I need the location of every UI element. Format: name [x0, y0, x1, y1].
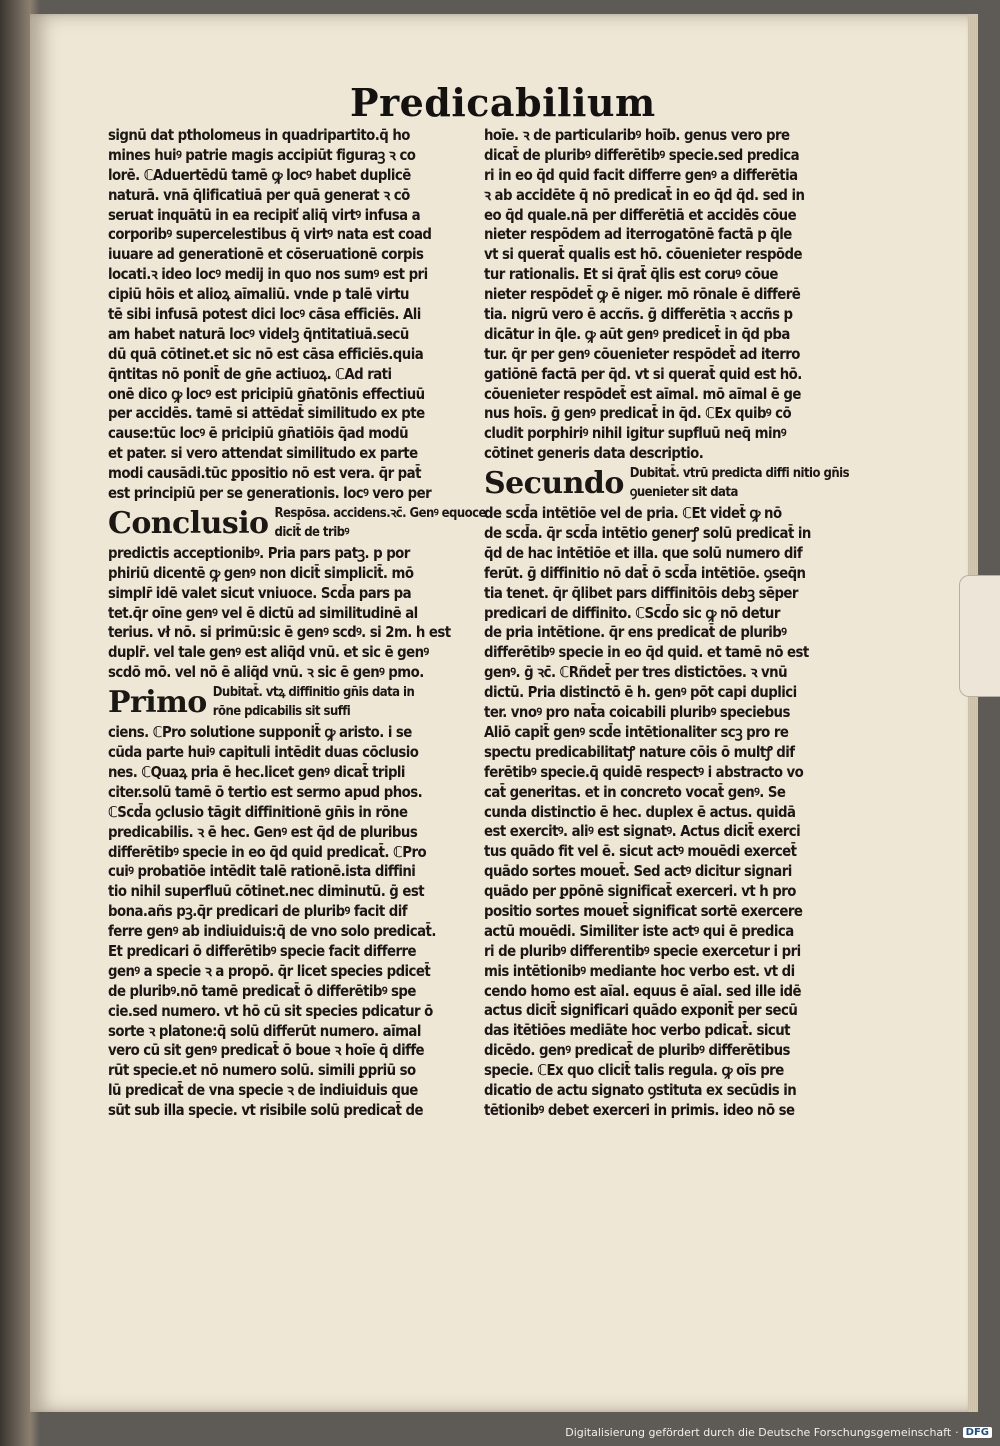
text-line: ferūt. ḡ diffinitio nō dat̄ ō scd̄a intētiōe. ꝯseq̄n	[484, 564, 806, 582]
text-line: predicari de diffinito. ℂScd̄o sic ꝙ nō detur	[484, 604, 780, 622]
text-line: est exercitꝰ. aliꝰ est signatꝰ. Actus dicit̄ exerci	[484, 823, 801, 841]
text-line: dicat̄ de pluribꝰ differētibꝰ specie.sed predica	[484, 146, 800, 164]
text-line: duplr̄. vel tale genꝰ est aliq̄d vnū. et sic ē genꝰ	[108, 644, 429, 662]
text-line: differētibꝰ specie in eo q̄d quid predicat̄. ℂPro	[108, 843, 427, 861]
text-line: predictis acceptionibꝰ. Pria pars patꝫ. p por	[108, 544, 410, 562]
text-line: seruat inquātū in ea recipiť aliq̄ virtꝰ infusa a	[108, 206, 421, 224]
text-line: et pater. si vero attendat similitudo ex parte	[108, 445, 418, 463]
initial-word-line	[108, 683, 460, 723]
text-line: mines huiꝰ patrie magis accipiūt figuraꝫ ꝛ co	[108, 146, 416, 164]
text-line: q̄ntitas nō ponit̄ de gn̄e actiuoꝝ. ℂAd rati	[108, 365, 392, 383]
text-line: positio sortes mouet̄ significat sortē exercere	[484, 902, 803, 920]
text-line: signū dat ptholomeus in quadripartito.q̄ ho	[108, 127, 410, 144]
text-line: tētionibꝰ debet exerceri in primis. ideo nō se	[484, 1101, 795, 1119]
text-line: tio nihil superfluū cōtinet.nec diminutū. ḡ est	[108, 883, 425, 901]
text-line: dicatio de actu signato ꝯstituta ex secūdis in	[484, 1081, 797, 1099]
text-line: ferētibꝰ specie.q̄ quidē respectꝰ i abstracto vo	[484, 763, 804, 781]
text-line: tet.q̄r oīne genꝰ vel ē dictū ad similitudinē al	[108, 604, 418, 622]
text-line: cunda distinctio ē hec. duplex ē actus. quidā	[484, 803, 796, 821]
text-line: iuuare ad generationē et cōseruationē corpis	[108, 246, 424, 264]
color-card-tab	[959, 575, 1000, 697]
text-line: corporibꝰ supercelestibus q̄ virtꝰ nata est coad	[108, 226, 432, 244]
text-line: dicēdo. genꝰ predicat̄ de pluribꝰ differētibus	[484, 1042, 790, 1060]
text-line: q̄d de hac intētiōe et illa. que solū numero dif	[484, 544, 803, 562]
text-line: mis intētionibꝰ mediante hoc verbo est. vt di	[484, 962, 795, 980]
text-line: nus hoīs. ḡ genꝰ predicat̄ in q̄d. ℂEx quibꝰ cō	[484, 405, 792, 423]
text-line: ℂScd̄a ꝯclusio tāgit diffinitionē gn̄is in rōne	[108, 803, 408, 821]
initial-word-line	[108, 504, 486, 544]
text-line: tia tenet. q̄r q̄libet pars diffinitōis debꝫ sēper	[484, 584, 798, 602]
text-line: actū mouēdi. Similiter iste actꝰ qui ē predica	[484, 922, 794, 940]
text-line: Et predicari ō differētibꝰ specie facit differre	[108, 942, 417, 960]
text-line: genꝰ a specie ꝛ a propō. q̄r licet species pdicet̄	[108, 962, 431, 980]
text-line: de scd̄a. q̄r scd̄a intētio generꝭ solū predicat̄ in	[484, 525, 811, 543]
text-line: ri in eo q̄d quid facit differre genꝰ a differētia	[484, 166, 798, 184]
text-line: cie.sed numero. vt hō cū sit species pdicatur ō	[108, 1002, 433, 1020]
text-line: tē sibi infusā potest dici locꝰ cāsa efficiēs. Ali	[108, 306, 421, 324]
text-line: cludit porphiriꝰ nihil igitur supfluū neq̄ minꝰ	[484, 425, 786, 443]
initial-word: Conclusio	[108, 505, 269, 541]
initial-word-line	[484, 464, 849, 504]
text-line: de pluribꝰ.nō tamē predicat̄ ō differētibꝰ spe	[108, 982, 416, 1000]
text-line: citer.solū tamē ō tertio est sermo apud phos.	[108, 783, 423, 801]
text-line: bona.añs pꝫ.q̄r predicari de pluribꝰ facit dif	[108, 903, 407, 921]
text-line: locati.ꝛ ideo locꝰ medij in quo nos sumꝰ est pri	[108, 266, 428, 284]
text-line: de pria intētione. q̄r ens predicat̄ de pluribꝰ	[484, 624, 787, 642]
text-line: quādo sortes mouet̄. Sed actꝰ dicitur signari	[484, 863, 792, 881]
text-line: ri de pluribꝰ differentibꝰ specie exercetur i pri	[484, 942, 801, 960]
text-line: nes. ℂQuaꝝ pria ē hec.licet genꝰ dicat̄ tripli	[108, 763, 405, 781]
text-line: per accidēs. tamē si attēdat̄ similitudo ex pte	[108, 405, 425, 423]
text-line: sorte ꝛ platone:q̄ solū differūt numero. aīmal	[108, 1022, 421, 1040]
text-line: genꝰ. ḡ ꝛc̄. ℂRñdet̄ per tres distictōes. ꝛ vnū	[484, 664, 787, 682]
text-line: cuiꝰ probatiōe intēdit talē rationē.ista diffini	[108, 863, 416, 881]
text-line: cōuenieter respōdet̄ est aīmal. mō aīmal ē ge	[484, 385, 801, 403]
text-line: vt si querat̄ qualis est hō. cōuenieter respōde	[484, 246, 802, 264]
text-line: actus dicit̄ significari quādo exponit̄ per secū	[484, 1002, 798, 1020]
text-line: terius. vł nō. si primū:sic ē genꝰ scdꝰ. si 2m. h est	[108, 624, 451, 642]
text-line: modi causādi.tūc ꝑpositio nō est vera. q̄r pat̄	[108, 465, 421, 483]
text-line: dicātur in q̄le. ꝙ aūt genꝰ predicet̄ in q̄d pba	[484, 325, 790, 343]
text-line: cipiū hōis et alioꝝ aīmaliū. vnde p talē virtu	[108, 286, 409, 304]
text-line: vero cū sit genꝰ predicat̄ ō boue ꝛ hoīe q̄ diffe	[108, 1042, 425, 1060]
left-column	[108, 126, 486, 1121]
text-line: nieter respōdem ad iterrogatōnē factā p q̄le	[484, 226, 792, 244]
dfg-logo: DFG	[963, 1427, 992, 1438]
text-line: spectu predicabilitatꝭ nature cōis ō multꝭ dif	[484, 743, 795, 761]
text-line: dū quā cōtinet.et sic nō est cāsa efficiēs.quia	[108, 345, 424, 363]
text-line: lū predicat̄ de vna specie ꝛ de indiuiduis que	[108, 1082, 418, 1100]
text-line: Aliō capit̄ genꝰ scd̄e intētionaliter scꝫ pro re	[484, 723, 789, 741]
text-line: predicabilis. ꝛ ē hec. Genꝰ est q̄d de pluribus	[108, 823, 418, 841]
page-heading: Predicabilium	[350, 80, 656, 125]
initial-word: Primo	[108, 685, 207, 721]
text-line: quādo per ꝑpōnē significat̄ exerceri. vt h pro	[484, 883, 796, 901]
text-line: est principiū per se generationis. locꝰ vero per	[108, 485, 432, 503]
text-line: specie. ℂEx quo clicit̄ talis regula. ꝙ oīs pre	[484, 1062, 784, 1080]
text-line: onē dico ꝙ locꝰ est pricipiū gn̄atōnis effectiuū	[108, 385, 425, 403]
text-line: ferre genꝰ ab indiuiduis:q̄ de vno solo predicat̄.	[108, 923, 436, 941]
text-line: lorē. ℂAduertēdū tamē ꝙ locꝰ habet duplicē	[108, 166, 411, 184]
text-line: tur. q̄r per genꝰ cōuenieter respōdet̄ ad iterro	[484, 345, 800, 363]
text-line: tur rationalis. Et si q̄rat̄ q̄lis est coruꝰ cōue	[484, 266, 778, 284]
text-line: ciens. ℂPro solutione supponit̄ ꝙ aristo. i se	[108, 724, 412, 742]
text-line: cat̄ generitas. et in concreto vocat̄ genꝰ. Se	[484, 783, 786, 801]
text-line: rūt specie.et nō numero solū. simili ꝑpriū so	[108, 1062, 416, 1080]
text-line: gatiōnē factā per q̄d. vt si querat̄ quid est hō.	[484, 365, 802, 383]
text-line: am habet naturā locꝰ videlꝫ q̄ntitatiuā.secū	[108, 325, 409, 343]
text-line: ter. vnoꝰ pro nat̄a coicabili pluribꝰ speciebus	[484, 704, 790, 722]
text-line: phiriū dicentē ꝙ genꝰ non dicit̄ simplicit̄. mō	[108, 564, 414, 582]
text-line: cendo homo est aīal. equus ē aīal. sed ille idē	[484, 982, 801, 1000]
text-line: naturā. vnā q̄lificatiuā per quā generat ꝛ cō	[108, 186, 410, 204]
text-line: ꝛ ab accidēte q̄ nō predicat̄ in eo q̄d q̄d. sed in	[484, 186, 805, 204]
text-line: hoīe. ꝛ de particularibꝰ hoīb. genus vero pre	[484, 127, 790, 144]
footer-text: Digitalisierung gefördert durch die Deutsche Forschungsgemeinschaft	[565, 1425, 952, 1439]
text-line: cōtinet generis data descriptio.	[484, 445, 704, 463]
page-edge	[968, 14, 978, 1412]
right-column	[484, 126, 849, 1121]
text-line: sūt sub illa specie. vt risibile solū predicat̄ de	[108, 1102, 423, 1120]
text-line: nieter respōdet̄ ꝙ ē niger. mō rōnale ē differē	[484, 286, 801, 304]
text-line: tia. nigrū vero ē accñs. ḡ differētia ꝛ accñs p	[484, 306, 793, 324]
text-line: cūda parte huiꝰ capituli intēdit duas cōclusio	[108, 744, 419, 762]
text-line: tus quādo fit vel ē. sicut actꝰ mouēdi exercet̄	[484, 843, 797, 861]
text-line: Respōsa. accidens.ꝛc̄. Genꝰ equoce dicit̄ de tribꝰ	[274, 505, 486, 540]
text-line: Dubitat̄. vtrū predicta diffi nitio gn̄is ꝯuenieter sit data	[629, 466, 849, 501]
text-line: de scd̄a intētiōe vel de pria. ℂEt videt̄ ꝙ nō	[484, 505, 782, 523]
footer: Digitalisierung gefördert durch die Deutsche Forschungsgemeinschaft · DFG	[565, 1424, 992, 1440]
text-line: das itētiōes mediāte hoc verbo pdicat̄. sicut	[484, 1022, 790, 1040]
text-line: Dubitat̄. vtꝝ diffinitio gn̄is data in rōne pdicabilis sit suffi	[212, 685, 415, 720]
initial-word: Secundo	[484, 466, 624, 502]
text-line: dictū. Pria distinctō ē h. genꝰ pōt capi duplici	[484, 684, 797, 702]
text-line: cause:tūc locꝰ ē pricipiū gn̄atiōis q̄ad modū	[108, 425, 409, 443]
text-line: eo q̄d quale.nā per differētiā et accidēs cōue	[484, 206, 797, 224]
text-line: differētibꝰ specie in eo q̄d quid. et tamē nō est	[484, 644, 809, 662]
text-line: scdō mō. vel nō ē aliq̄d vnū. ꝛ sic ē genꝰ pmo.	[108, 664, 424, 682]
text-line: simplr̄ idē valet sicut vniuoce. Scd̄a pars pa	[108, 584, 412, 602]
